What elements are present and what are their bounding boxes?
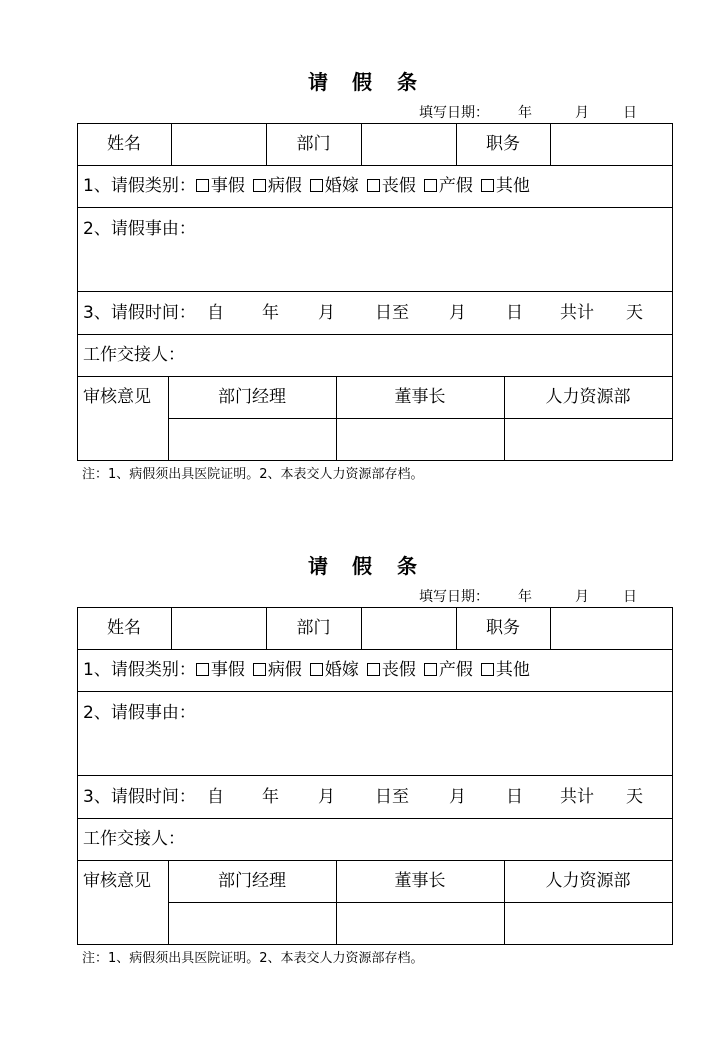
handover-label: 工作交接人： bbox=[83, 829, 185, 849]
time-month: 月 bbox=[318, 303, 335, 323]
chairman-label: 董事长 bbox=[394, 871, 446, 891]
title-char: 条 bbox=[397, 70, 417, 94]
checkbox-icon[interactable] bbox=[196, 179, 209, 192]
fill-date-year[interactable]: 年 bbox=[518, 105, 532, 121]
name-field[interactable] bbox=[172, 124, 266, 165]
dept-manager-label: 部门经理 bbox=[218, 387, 286, 407]
checkbox-icon[interactable] bbox=[253, 663, 266, 676]
checkbox-icon[interactable] bbox=[424, 179, 437, 192]
time-month: 月 bbox=[318, 787, 335, 807]
approval-label: 审核意见 bbox=[83, 387, 151, 407]
hr-sign-field[interactable] bbox=[505, 903, 672, 944]
form-note: 注：1、病假须出具医院证明。2、本表交人力资源部存档。 bbox=[82, 951, 424, 966]
name-label: 姓名 bbox=[107, 618, 141, 638]
time-day-to: 日至 bbox=[375, 787, 409, 807]
dept-label: 部门 bbox=[296, 618, 331, 638]
checkbox-icon[interactable] bbox=[196, 663, 209, 676]
hr-sign-field[interactable] bbox=[505, 419, 672, 460]
form-note: 注：1、病假须出具医院证明。2、本表交人力资源部存档。 bbox=[82, 467, 424, 482]
leave-type-row bbox=[83, 176, 538, 196]
leave-table bbox=[77, 123, 673, 461]
reason-label: 2、请假事由： bbox=[83, 703, 196, 723]
dept-manager-sign-field[interactable] bbox=[169, 419, 336, 460]
chairman-sign-field[interactable] bbox=[337, 419, 504, 460]
title-char: 条 bbox=[397, 554, 417, 578]
checkbox-icon[interactable] bbox=[481, 663, 494, 676]
fill-date-line bbox=[419, 102, 659, 122]
fill-date-day[interactable]: 日 bbox=[623, 105, 637, 121]
dept-manager-label: 部门经理 bbox=[218, 871, 286, 891]
leave-form-2 bbox=[0, 484, 721, 968]
handover-label: 工作交接人： bbox=[83, 345, 185, 365]
time-year: 年 bbox=[262, 787, 279, 807]
fill-date-day[interactable]: 日 bbox=[623, 589, 637, 605]
reason-field[interactable] bbox=[78, 725, 672, 775]
leave-type-option[interactable]: 事假 bbox=[196, 176, 245, 196]
leave-type-option[interactable]: 婚嫁 bbox=[310, 660, 359, 680]
title-char: 假 bbox=[352, 70, 372, 94]
form-title bbox=[300, 66, 430, 96]
title-char: 假 bbox=[352, 554, 372, 578]
fill-date-month[interactable]: 月 bbox=[575, 589, 589, 605]
checkbox-icon[interactable] bbox=[253, 179, 266, 192]
leave-form-1 bbox=[0, 0, 721, 484]
dept-manager-sign-field[interactable] bbox=[169, 903, 336, 944]
position-field[interactable] bbox=[551, 608, 672, 649]
time-day2: 日 bbox=[506, 787, 523, 807]
dept-label: 部门 bbox=[296, 134, 331, 154]
leave-type-label: 1、请假类别： bbox=[83, 176, 196, 196]
leave-type-option[interactable]: 丧假 bbox=[367, 176, 416, 196]
fill-date-line bbox=[419, 586, 659, 606]
checkbox-icon[interactable] bbox=[481, 179, 494, 192]
checkbox-icon[interactable] bbox=[367, 663, 380, 676]
position-label: 职务 bbox=[486, 134, 520, 154]
leave-type-option[interactable]: 其他 bbox=[481, 176, 530, 196]
title-char: 请 bbox=[308, 554, 328, 578]
reason-field[interactable] bbox=[78, 241, 672, 291]
fill-date-label: 填写日期： bbox=[419, 589, 489, 605]
time-label: 3、请假时间： bbox=[83, 787, 196, 807]
checkbox-icon[interactable] bbox=[310, 179, 323, 192]
time-month2: 月 bbox=[449, 303, 466, 323]
time-label: 3、请假时间： bbox=[83, 303, 196, 323]
hr-label: 人力资源部 bbox=[545, 387, 631, 407]
form-title bbox=[300, 550, 430, 580]
checkbox-icon[interactable] bbox=[424, 663, 437, 676]
name-label: 姓名 bbox=[107, 134, 141, 154]
fill-date-month[interactable]: 月 bbox=[575, 105, 589, 121]
leave-type-option[interactable]: 事假 bbox=[196, 660, 245, 680]
leave-type-option[interactable]: 病假 bbox=[253, 176, 302, 196]
leave-type-option[interactable]: 其他 bbox=[481, 660, 530, 680]
position-field[interactable] bbox=[551, 124, 672, 165]
time-total: 共计 bbox=[560, 787, 594, 807]
time-total: 共计 bbox=[560, 303, 594, 323]
chairman-label: 董事长 bbox=[394, 387, 446, 407]
time-from: 自 bbox=[207, 787, 224, 807]
time-day-to: 日至 bbox=[375, 303, 409, 323]
chairman-sign-field[interactable] bbox=[337, 903, 504, 944]
leave-type-row bbox=[83, 660, 538, 680]
checkbox-icon[interactable] bbox=[367, 179, 380, 192]
time-month2: 月 bbox=[449, 787, 466, 807]
dept-field[interactable] bbox=[362, 608, 456, 649]
leave-type-option[interactable]: 丧假 bbox=[367, 660, 416, 680]
reason-label: 2、请假事由： bbox=[83, 219, 196, 239]
time-year: 年 bbox=[262, 303, 279, 323]
leave-type-label: 1、请假类别： bbox=[83, 660, 196, 680]
title-char: 请 bbox=[308, 70, 328, 94]
fill-date-label: 填写日期： bbox=[419, 105, 489, 121]
hr-label: 人力资源部 bbox=[545, 871, 631, 891]
leave-table bbox=[77, 607, 673, 945]
time-from: 自 bbox=[207, 303, 224, 323]
fill-date-year[interactable]: 年 bbox=[518, 589, 532, 605]
name-field[interactable] bbox=[172, 608, 266, 649]
time-days: 天 bbox=[626, 303, 643, 323]
position-label: 职务 bbox=[486, 618, 520, 638]
leave-type-option[interactable]: 产假 bbox=[424, 660, 473, 680]
time-day2: 日 bbox=[506, 303, 523, 323]
checkbox-icon[interactable] bbox=[310, 663, 323, 676]
time-days: 天 bbox=[626, 787, 643, 807]
approval-label: 审核意见 bbox=[83, 871, 151, 891]
leave-type-option[interactable]: 病假 bbox=[253, 660, 302, 680]
leave-type-option[interactable]: 产假 bbox=[424, 176, 473, 196]
leave-type-option[interactable]: 婚嫁 bbox=[310, 176, 359, 196]
dept-field[interactable] bbox=[362, 124, 456, 165]
